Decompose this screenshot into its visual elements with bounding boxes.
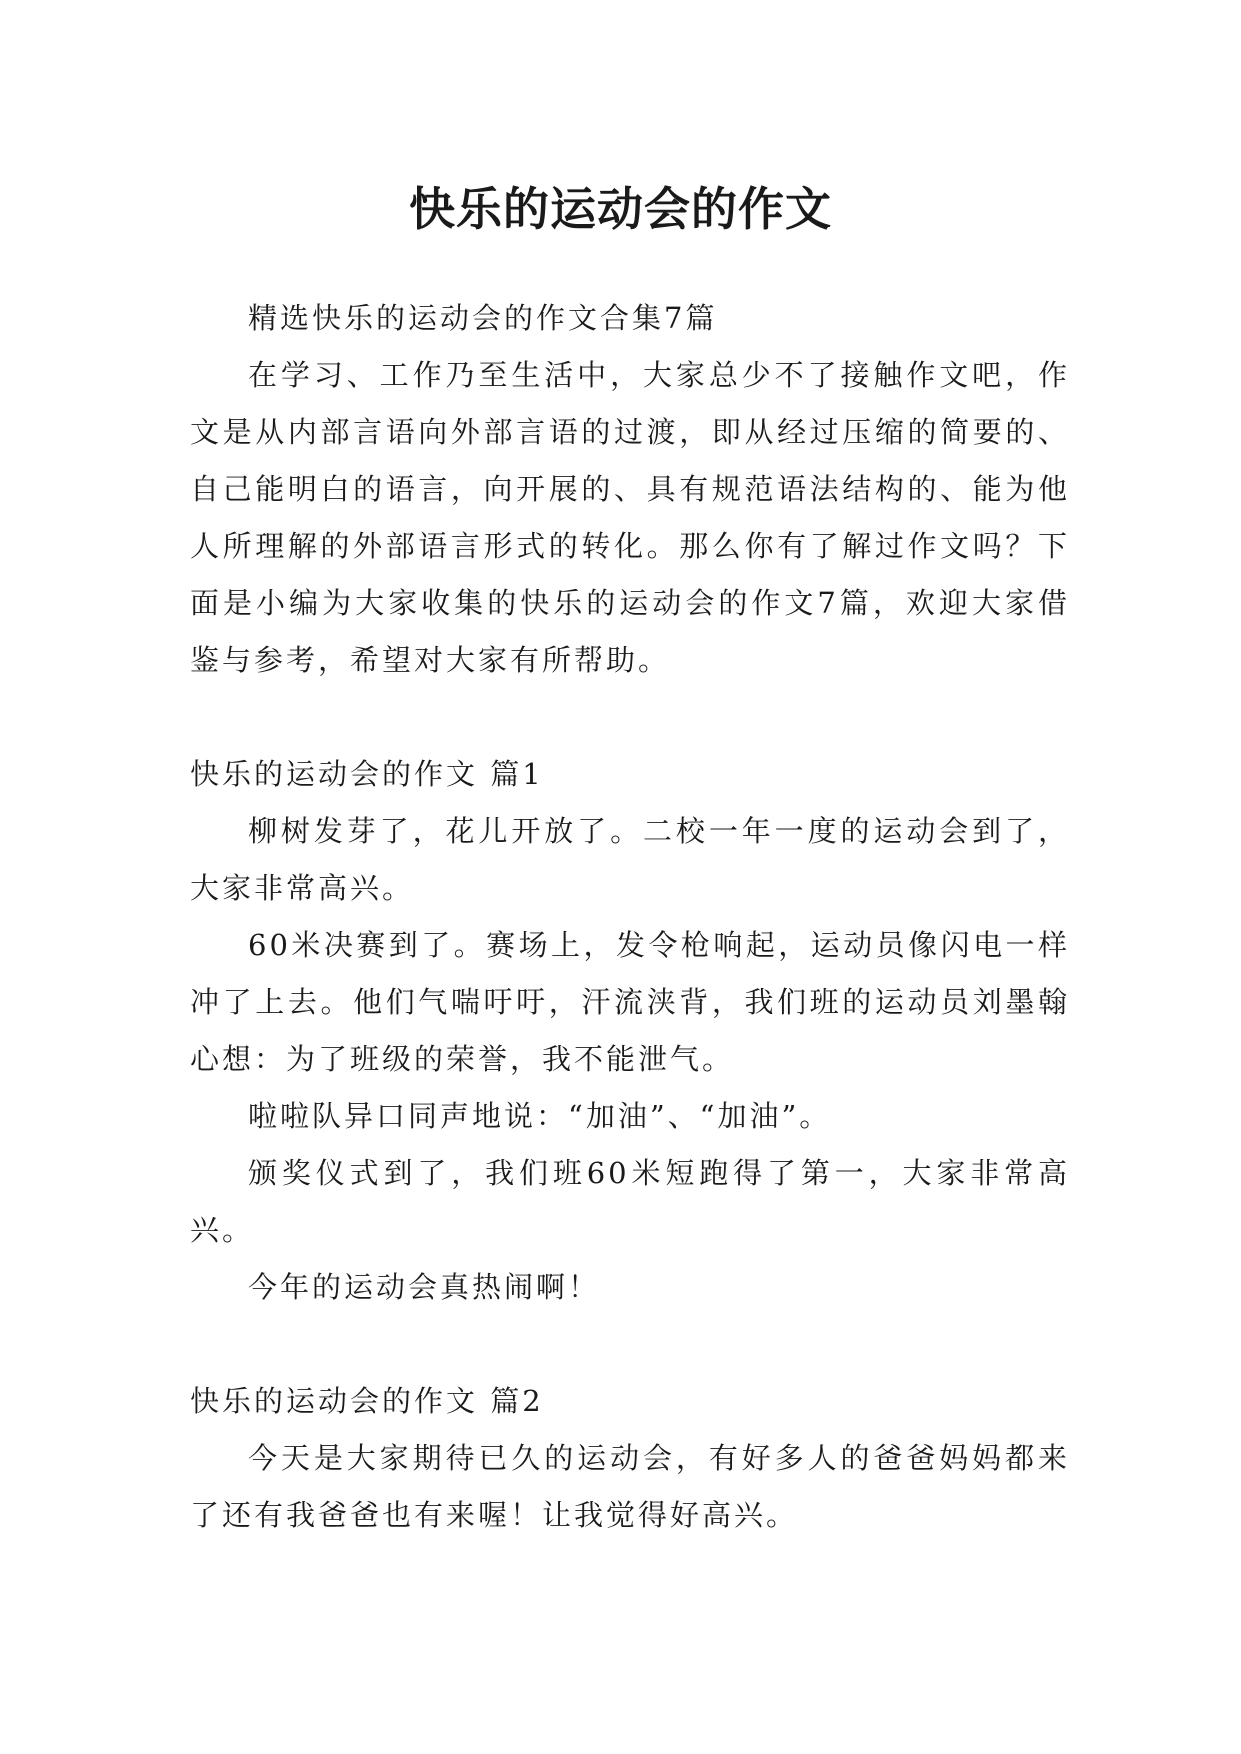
section-heading-1: 快乐的运动会的作文 篇1 bbox=[190, 757, 544, 791]
intro-subtitle: 精选快乐的运动会的作文合集7篇 bbox=[248, 301, 718, 335]
section-2-paragraph: 今天是大家期待已久的运动会，有好多人的爸爸妈妈都来了还有我爸爸也有来喔！让我觉得好高兴。 bbox=[190, 1441, 1070, 1532]
section-1-paragraph: 柳树发芽了，花儿开放了。二校一年一度的运动会到了，大家非常高兴。 bbox=[190, 814, 1070, 905]
document-body bbox=[190, 290, 1070, 1544]
section-heading-2: 快乐的运动会的作文 篇2 bbox=[190, 1384, 544, 1418]
document-title: 快乐的运动会的作文 bbox=[409, 181, 832, 236]
section-1-paragraph: 啦啦队异口同声地说：“加油”、“加油”。 bbox=[248, 1099, 832, 1133]
intro-paragraph: 在学习、工作乃至生活中，大家总少不了接触作文吧，作文是从内部言语向外部言语的过渡，即从经过压缩的简要的、自己能明白的语言，向开展的、具有规范语法结构的、能为他人所理解的外部语言形式的转化。那么你有了解过作文吗？下面是小编为大家收集的快乐的运动会的作文7篇，欢迎大家借鉴与参考，希望对大家有所帮助。 bbox=[190, 358, 1070, 677]
section-1-paragraph: 颁奖仪式到了，我们班60米短跑得了第一，大家非常高兴。 bbox=[190, 1156, 1070, 1247]
section-1-paragraph: 今年的运动会真热闹啊！ bbox=[248, 1270, 601, 1304]
section-1-paragraph: 60米决赛到了。赛场上，发令枪响起，运动员像闪电一样冲了上去。他们气喘吁吁，汗流浃背，我们班的运动员刘墨翰心想：为了班级的荣誉，我不能泄气。 bbox=[190, 928, 1070, 1076]
